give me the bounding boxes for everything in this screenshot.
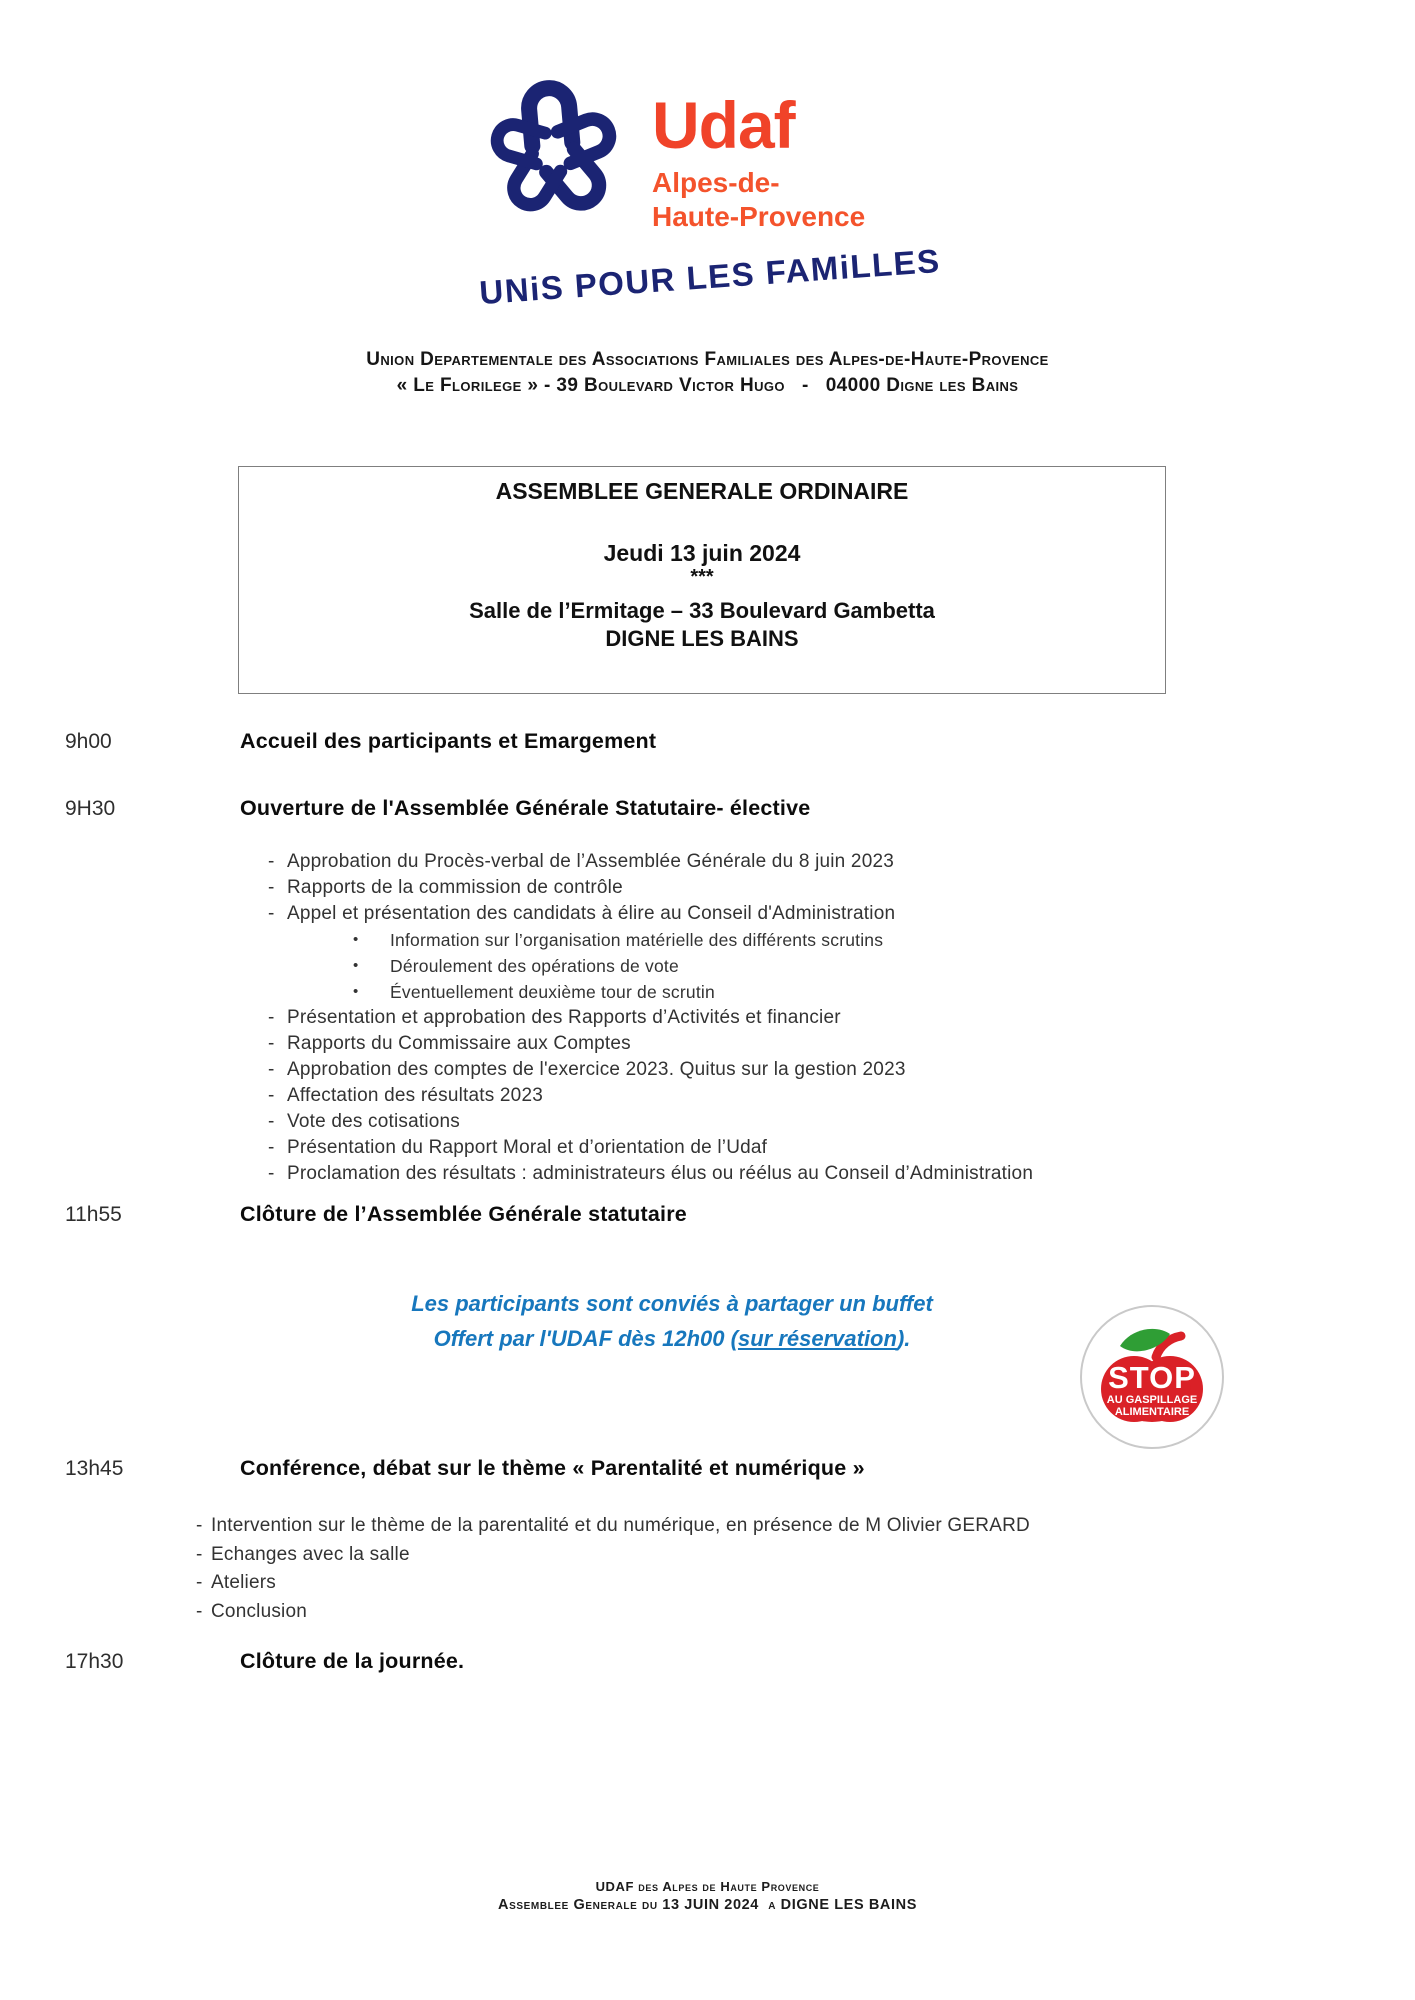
schedule-time: 17h30 [65, 1650, 124, 1673]
dash-marker: - [268, 851, 275, 872]
schedule-title: Conférence, débat sur le thème « Parentalité et numérique » [240, 1456, 865, 1480]
stop-gaspillage-badge-icon [1078, 1303, 1226, 1451]
agenda-sub-item [345, 953, 1266, 979]
conference-item [196, 1512, 1296, 1541]
dash-marker: - [268, 1137, 275, 1158]
schedule-row-cloture-journee [0, 1649, 1415, 1674]
org-address-line: « Le Florilege » - 39 Boulevard Victor Hugo - 04000 Digne les Bains [396, 375, 1019, 396]
event-date: Jeudi 13 juin 2024 [603, 540, 801, 566]
badge-line1-text: AU GASPILLAGE [1106, 1394, 1198, 1406]
org-name-line: Union Departementale des Associations Familiales des Alpes-de-Haute-Provence [366, 349, 1049, 370]
agenda-item-text: Rapports de la commission de contrôle [287, 877, 623, 898]
agenda-item-text: Présentation du Rapport Moral et d’orientation de l’Udaf [287, 1137, 768, 1158]
event-city: DIGNE LES BAINS [605, 626, 799, 651]
dash-marker: - [196, 1515, 203, 1536]
conference-item [196, 1541, 1296, 1570]
event-venue: Salle de l’Ermitage – 33 Boulevard Gambetta [469, 598, 935, 623]
buffet-line2-suffix: ). [896, 1326, 911, 1351]
conference-list [196, 1512, 1296, 1626]
logo-brand-text: Udaf [652, 88, 795, 162]
dash-marker: - [268, 1059, 275, 1080]
schedule-row-cloture-ag [0, 1202, 1415, 1227]
agenda-sub-item [345, 927, 1266, 953]
schedule-time: 13h45 [65, 1457, 124, 1480]
dash-marker: - [268, 877, 275, 898]
conference-item-text: Ateliers [211, 1572, 276, 1593]
agenda-item [266, 1161, 1266, 1187]
agenda-list [266, 849, 1266, 1187]
buffet-line2-underlined: sur réservation [737, 1326, 897, 1351]
schedule-title: Clôture de l’Assemblée Générale statutaire [240, 1202, 687, 1226]
schedule-row-conference [0, 1456, 1415, 1481]
agenda-item [266, 901, 1266, 927]
footer-line1: UDAF des Alpes de Haute Provence [595, 1879, 820, 1894]
dash-marker: - [196, 1600, 203, 1622]
footer-line2: Assemblee Generale du 13 JUIN 2024 a DIGNE LES BAINS [498, 1897, 917, 1913]
dash-marker: - [196, 1572, 203, 1593]
bullet-marker: • [353, 957, 359, 974]
agenda-item-text: Présentation et approbation des Rapports d’Activités et financier [287, 1007, 841, 1028]
schedule-time: 9h00 [65, 730, 112, 753]
agenda-sub-text: Déroulement des opérations de vote [390, 956, 679, 976]
agenda-item-text: Approbation du Procès-verbal de l’Assemblée Générale du 8 juin 2023 [287, 851, 894, 872]
logo-region-line2: Haute-Provence [652, 201, 866, 232]
schedule-row-ouverture [0, 796, 1415, 821]
dash-marker: - [268, 1163, 275, 1184]
badge-line2-text: ALIMENTAIRE [1114, 1406, 1190, 1418]
schedule-title: Accueil des participants et Emargement [240, 729, 657, 753]
logo-region-line1: Alpes-de- [652, 167, 780, 198]
logo-wordmark [652, 88, 866, 234]
agenda-item [266, 1083, 1266, 1109]
buffet-line2-prefix: Offert par l'UDAF dès 12h00 ( [433, 1326, 738, 1351]
agenda-item [266, 849, 1266, 875]
agenda-item-text: Affectation des résultats 2023 [287, 1085, 543, 1106]
agenda-item [266, 1031, 1266, 1057]
dash-marker: - [268, 1111, 275, 1132]
agenda-item-text: Approbation des comptes de l'exercice 2023. Quitus sur la gestion 2023 [287, 1059, 906, 1080]
schedule-title: Clôture de la journée. [240, 1649, 465, 1673]
page-footer [0, 1878, 1415, 1915]
dash-marker: - [196, 1543, 203, 1565]
schedule-row-accueil [0, 729, 1415, 754]
agenda-item [266, 1135, 1266, 1161]
event-box [238, 466, 1166, 694]
agenda-item-text: Appel et présentation des candidats à élire au Conseil d'Administration [287, 903, 896, 924]
udaf-logo-icon [468, 56, 638, 248]
agenda-item-text: Rapports du Commissaire aux Comptes [287, 1033, 631, 1054]
agenda-item [266, 875, 1266, 901]
schedule-title: Ouverture de l'Assemblée Générale Statutaire- élective [240, 796, 811, 820]
agenda-item [266, 1109, 1266, 1135]
buffet-line1: Les participants sont conviés à partager un buffet [411, 1291, 933, 1316]
event-title: ASSEMBLEE GENERALE ORDINAIRE [495, 478, 909, 504]
agenda-sub-item [345, 979, 1266, 1005]
schedule-time: 9H30 [65, 797, 116, 820]
agenda-sub-text: Éventuellement deuxième tour de scrutin [390, 982, 715, 1002]
bullet-marker: • [353, 931, 359, 948]
dash-marker: - [268, 1085, 275, 1106]
agenda-item [266, 1005, 1266, 1031]
agenda-item-text: Vote des cotisations [287, 1111, 460, 1132]
bullet-marker: • [353, 983, 359, 1000]
conference-item [196, 1569, 1296, 1598]
conference-item-text: Intervention sur le thème de la parentalité et du numérique, en présence de M Olivier GERARD [211, 1515, 1030, 1536]
logo-region-text [652, 166, 865, 234]
event-separator: *** [690, 566, 714, 588]
conference-item-text: Echanges avec la salle [211, 1543, 410, 1565]
agenda-sub-text: Information sur l’organisation matérielle des différents scrutins [390, 930, 884, 950]
badge-stop-text: STOP [1108, 1360, 1196, 1395]
conference-item-text: Conclusion [211, 1600, 307, 1622]
agenda-item-text: Proclamation des résultats : administrateurs élus ou réélus au Conseil d’Administration [287, 1163, 1034, 1184]
logo-tagline: UNiS POUR LES FAMiLLES [478, 241, 942, 312]
schedule-time: 11h55 [65, 1203, 122, 1226]
dash-marker: - [268, 903, 275, 924]
agenda-item [266, 1057, 1266, 1083]
conference-item [196, 1598, 1296, 1627]
dash-marker: - [268, 1007, 275, 1028]
dash-marker: - [268, 1033, 275, 1054]
